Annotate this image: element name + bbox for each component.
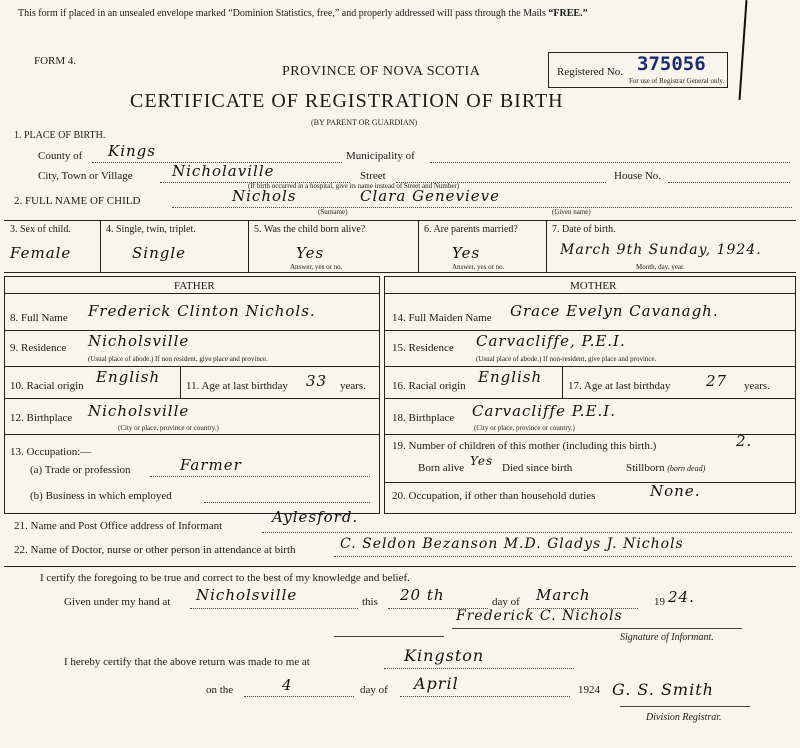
street-label: Street	[360, 170, 386, 182]
registrar-statement: I hereby certify that the above return was made to me at	[64, 656, 310, 668]
father-age-label: 11. Age at last birthday	[186, 380, 288, 392]
mother-residence-label: 15. Residence	[392, 342, 454, 354]
division-registrar-label: Division Registrar.	[646, 712, 722, 723]
municipality-label: Municipality of	[346, 150, 415, 162]
mother-heading: MOTHER	[570, 280, 617, 292]
doctor-label: 22. Name of Doctor, nurse or other person in attendance at birth	[14, 544, 296, 556]
plurality-value: Single	[132, 244, 187, 262]
city-value: Nicholaville	[172, 162, 275, 180]
page-title: CERTIFICATE OF REGISTRATION OF BIRTH	[130, 90, 564, 112]
registrar-year-value: 1924	[578, 684, 600, 696]
hospital-note: (If birth occurred in a hospital, give its name instead of Street and Number)	[248, 182, 460, 190]
informant-value: Aylesford.	[272, 508, 359, 526]
father-occupation-label: 13. Occupation:—	[10, 446, 92, 458]
sex-value: Female	[10, 244, 72, 262]
sex-label: 3. Sex of child.	[10, 224, 71, 235]
certify-day-value: 20 th	[400, 586, 445, 604]
parents-married-value: Yes	[452, 244, 481, 262]
born-alive-count-label: Born alive	[418, 462, 465, 474]
child-surname: Nichols	[232, 187, 297, 205]
province-heading: PROVINCE OF NOVA SCOTIA	[282, 64, 481, 79]
mother-occupation-label: 20. Occupation, if other than household duties	[392, 490, 596, 502]
date-of-birth-label: 7. Date of birth.	[552, 224, 616, 235]
certify-statement: I certify the foregoing to be true and correct to the best of my knowledge and belief.	[40, 572, 410, 584]
father-residence-value: Nicholsville	[88, 332, 190, 350]
mother-birthplace-value: Carvacliffe P.E.I.	[472, 402, 616, 420]
father-trade-label: (a) Trade or profession	[30, 464, 131, 476]
doctor-value: C. Seldon Bezanson M.D. Gladys J. Nichols	[340, 536, 684, 552]
page-subtitle: (BY PARENT OR GUARDIAN)	[311, 118, 418, 127]
certify-year-value: 24.	[668, 588, 695, 606]
mother-name-value: Grace Evelyn Cavanagh.	[510, 302, 719, 320]
city-label: City, Town or Village	[38, 170, 133, 182]
father-name-label: 8. Full Name	[10, 312, 68, 324]
stillborn-label: Stillborn (born dead)	[626, 462, 706, 474]
informant-signature-label: Signature of Informant.	[620, 632, 714, 643]
mother-residence-value: Carvacliffe, P.E.I.	[476, 332, 626, 350]
mother-occupation-value: None.	[650, 482, 701, 500]
given-under-label: Given under my hand at	[64, 596, 171, 608]
registrar-month-value: April	[414, 674, 459, 693]
mother-age-label: 17. Age at last birthday	[568, 380, 671, 392]
date-of-birth-value: March 9th Sunday, 1924.	[560, 242, 762, 258]
mother-race-label: 16. Racial origin	[392, 380, 466, 392]
born-alive-value: Yes	[296, 244, 325, 262]
father-race-label: 10. Racial origin	[10, 380, 84, 392]
father-heading: FATHER	[174, 280, 215, 292]
registered-note: For use of Registrar General only.	[629, 77, 725, 85]
registrar-signature: G. S. Smith	[612, 680, 714, 699]
father-birthplace-value: Nicholsville	[88, 402, 190, 420]
born-alive-count-value: Yes	[470, 454, 494, 468]
child-name-label: 2. FULL NAME OF CHILD	[14, 195, 141, 207]
registrar-day-value: 4	[282, 676, 293, 694]
informant-signature: Frederick C. Nichols	[456, 608, 623, 624]
surname-note: (Surname)	[318, 208, 348, 216]
form-number: FORM 4.	[34, 55, 77, 67]
mother-children-value: 2.	[736, 432, 753, 450]
registered-number: 375056	[637, 53, 706, 75]
mother-birthplace-label: 18. Birthplace	[392, 412, 455, 424]
mother-age-value: 27	[706, 372, 728, 390]
father-age-value: 33	[306, 372, 328, 390]
registered-number-box	[548, 52, 728, 88]
registrar-place-value: Kingston	[404, 646, 485, 665]
pen-check-mark	[739, 0, 748, 100]
father-name-value: Frederick Clinton Nichols.	[88, 302, 316, 320]
county-label: County of	[38, 150, 83, 162]
mother-children-label: 19. Number of children of this mother (including this birth.)	[392, 440, 657, 452]
certify-month-value: March	[536, 586, 591, 604]
house-label: House No.	[614, 170, 662, 182]
father-trade-value: Farmer	[180, 456, 242, 474]
died-since-birth-label: Died since birth	[502, 462, 573, 474]
father-birthplace-label: 12. Birthplace	[10, 412, 73, 424]
mother-race-value: English	[478, 368, 543, 386]
mother-name-label: 14. Full Maiden Name	[392, 312, 492, 324]
father-residence-label: 9. Residence	[10, 342, 67, 354]
county-value: Kings	[108, 142, 156, 160]
informant-label: 21. Name and Post Office address of Informant	[14, 520, 223, 532]
place-of-birth-heading: 1. PLACE OF BIRTH.	[14, 130, 106, 141]
given-name-note: (Given name)	[552, 208, 591, 216]
plurality-label: 4. Single, twin, triplet.	[106, 224, 196, 235]
father-business-label: (b) Business in which employed	[30, 490, 172, 502]
registered-label: Registered No.	[557, 66, 623, 78]
father-race-value: English	[96, 368, 161, 386]
child-given-name: Clara Genevieve	[360, 187, 500, 205]
parents-married-label: 6. Are parents married?	[424, 224, 518, 235]
born-alive-label: 5. Was the child born alive?	[254, 224, 366, 235]
certify-place-value: Nicholsville	[196, 586, 298, 604]
mailing-notice: This form if placed in an unsealed envelope marked “Dominion Statistics, free,” and properly addressed will pass through the Mails “FREE.”	[18, 8, 588, 19]
